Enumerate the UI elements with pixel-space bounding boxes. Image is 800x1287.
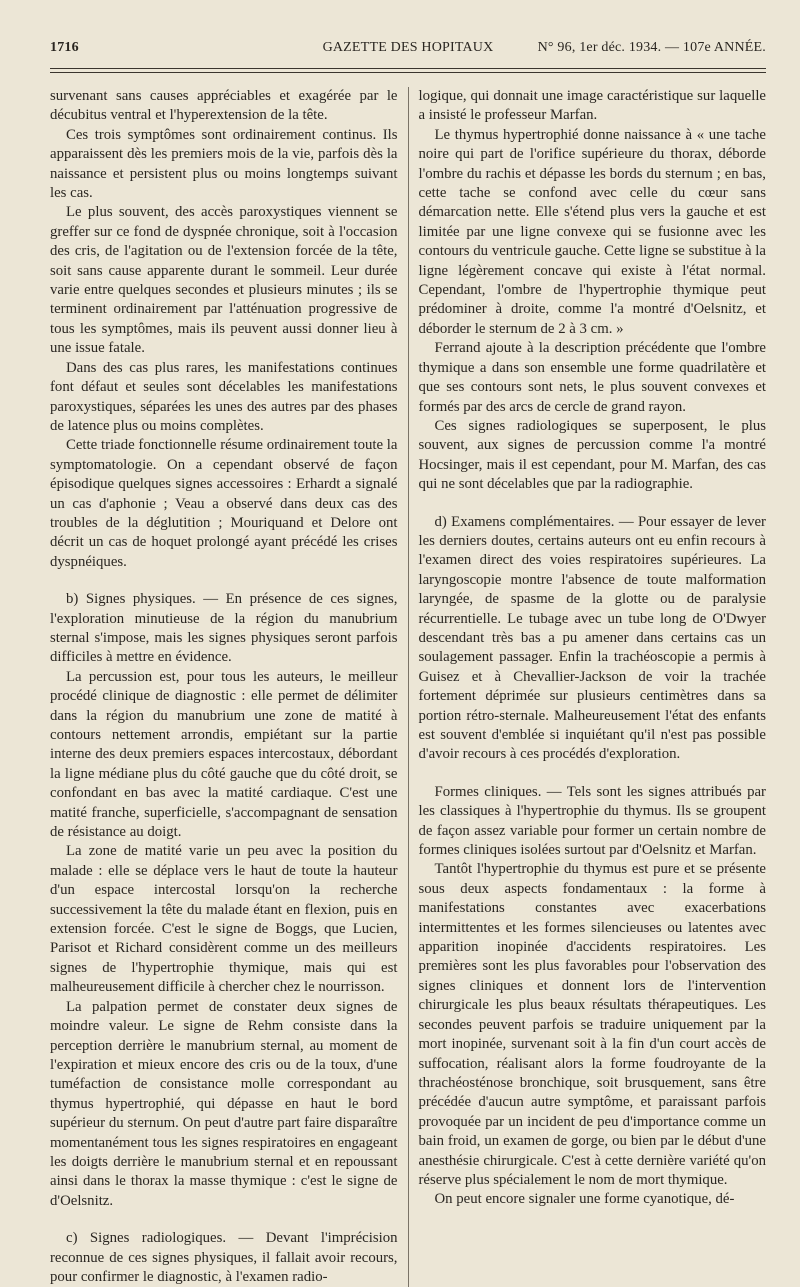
paragraph: b) Signes physiques. — En présence de ces signes, l'exploration minutieuse de la région du manubrium sternal s'impose, mais les signes physiques seront parfois difficiles à mettre en évidence. [50, 591, 398, 666]
page-number: 1716 [50, 40, 79, 55]
paragraph: La palpation permet de constater deux signes de moindre valeur. Le signe de Rehm consiste dans la perception derrière le manubrium sternal, au moment de l'expiration et mieux encore des cris ou de la toux, d'une tuméfaction de consistance molle correspondant au thymus hypertrophié, qui dépasse en haut le bord supérieur du sternum. On peut d'autre part faire disparaître momentanément tous les signes respiratoires en engageant les doigts derrière le manubrium sternal et en repoussant ainsi dans le thorax la masse thymique : c'est le signe de d'Oelsnitz. [50, 998, 398, 1209]
paragraph: Cette triade fonctionnelle résume ordinairement toute la symptomatologie. On a cependant observé de façon épisodique quelques signes accessoires : Erhardt a signalé un cas d'aphonie ; Veau a observé dans deux cas des troubles de la déglutition ; Mouriquand et Delore ont décrit un cas de hoquet prolongé ayant précédé les crises dyspnéiques. [50, 437, 398, 570]
paragraph: Dans des cas plus rares, les manifestations continues font défaut et seules sont décelables les manifestations paroxystiques, séparées les unes des autres par des phases de latence plus ou moins complètes. [50, 359, 398, 434]
paragraph: Le plus souvent, des accès paroxystiques viennent se greffer sur ce fond de dyspnée chronique, soit à l'occasion des cris, de l'agitation ou de l'extension forcée de la tête, soit sans cause apparente durant le sommeil. Leur durée varie entre quelques secondes et plusieurs minutes ; ils se terminent ordinairement par l'atténuation progressive de tous les symptômes, mais ils peuvent aussi donner lieu à une issue fatale. [50, 204, 398, 357]
paragraph: La percussion est, pour tous les auteurs, le meilleur procédé clinique de diagnostic : elle permet de délimiter dans la région du manubrium une zone de matité à contours nettement arrondis, empiétant sur la partie interne des deux premiers espaces intercostaux, débordant la ligne médiane plus du côté gauche que du côté droit, se confondant en bas avec la matité cardiaque. C'est une matité franche, superficielle, s'accompagnant de sensation de résistance au doigt. [50, 668, 398, 841]
paragraph: c) Signes radiologiques. — Devant l'imprécision reconnue de ces signes physiques, il fallait avoir recours, pour confirmer le diagnostic, à l'examen radio- [50, 1230, 398, 1285]
paragraph: logique, qui donnait une image caractéristique sur laquelle a insisté le professeur Marfan. [418, 88, 766, 124]
journal-title: GAZETTE DES HOPITAUX [322, 40, 494, 55]
paragraph: Ces trois symptômes sont ordinairement continus. Ils apparaissent dès les premiers mois de la vie, parfois dès la naissance et persistent plus ou moins longtemps suivant les cas. [50, 126, 398, 202]
right-column [408, 87, 767, 1287]
paragraph: Ces signes radiologiques se superposent, le plus souvent, aux signes de percussion comme l'a montré Hocsinger, mais il est cependant, pour M. Marfan, des cas qui ne sont décelables que par la radiographie. [418, 417, 766, 493]
paragraph: On peut encore signaler une forme cyanotique, dé- [434, 1191, 735, 1208]
issue-info: N° 96, 1er déc. 1934. — 107e ANNÉE. [537, 40, 766, 55]
paragraph: d) Examens complémentaires. — Pour essayer de lever les derniers doutes, certains auteurs ont eu enfin recours à l'examen direct des voies respiratoires supérieures. La laryngoscopie montre l'absence de toute malformation laryngée, de spasme de la glotte ou de paralysie récurrentielle. Le tubage avec un tube long de O'Dwyer descendant très bas a pu amener dans certains cas un soulagement passager. Enfin la trachéoscopie a permis à Guisez et à Chevallier-Jackson de voir la trachée fortement déprimée sur plusieurs centimètres dans sa portion rétro-sternale. Malheureusement l'état des enfants est souvent d'emblée si inquiétant qu'il n'est pas possible d'avoir recours à ces procédés d'exploration. [418, 513, 766, 763]
paragraph: Tantôt l'hypertrophie du thymus est pure et se présente sous deux aspects fondamentaux : la forme à manifestations constantes avec exacerbations intermittentes et les formes silencieuses ou latentes avec apparition inopinée d'accidents respiratoires. Les premières sont les plus favorables pour l'observation des signes cliniques et donnent lors de l'intervention chirurgicale les plus beaux résultats thérapeutiques. Les secondes peuvent parfois se traduire uniquement par la mort inopinée, survenant soit à la fin d'un court accès de suffocation, réalisant alors la forme foudroyante de la thrachéosténose bronchique, soit brusquement, sans être précédée d'aucun autre symptôme, et paraissant parfois provoquée par un incident de peu d'importance comme un bain froid, un examen de gorge, ou bien par le début d'une anesthésie chirurgicale. C'est à cette dernière variété qu'on réserve plus spécialement le nom de mort thymique. [418, 861, 766, 1188]
paragraph: Ferrand ajoute à la description précédente que l'ombre thymique a dans son ensemble une forme quadrilatère et que ses contours sont nets, le plus souvent convexes et formés par des arcs de cercle de grand rayon. [418, 340, 766, 415]
left-column [50, 87, 408, 1287]
text-columns [50, 87, 766, 1287]
page-header [50, 36, 766, 66]
paragraph: Formes cliniques. — Tels sont les signes attribués par les classiques à l'hypertrophie du thymus. Ils se groupent de façon assez variable pour former un certain nombre de formes cliniques isolées surtout par d'Oelsnitz et Marfan. [418, 783, 766, 859]
header-rule [50, 68, 766, 69]
paragraph: survenant sans causes appréciables et exagérée par le décubitus ventral et l'hyperextension de la tête. [50, 88, 398, 124]
paragraph: La zone de matité varie un peu avec la position du malade : elle se déplace vers le haut de toute la hauteur d'un espace intercostal lorsqu'on la recherche successivement la tête du malade étant en flexion, puis en extension forcée. C'est le signe de Boggs, que Lucien, Parisot et Richard considèrent comme un des meilleurs signes de l'hypertrophie thymique, mais qui est malheureusement difficile à chercher chez le nourrisson. [50, 843, 398, 996]
header-rule-thin [50, 72, 766, 73]
paragraph: Le thymus hypertrophié donne naissance à « une tache noire qui part de l'orifice supérieure du thorax, déborde l'ombre du rachis et dépasse les bords du sternum ; en bas, cette tache se confond avec celle du cœur sans démarcation nette. Elle s'étend plus vers la gauche et est limitée par une ligne convexe qui se fusionne avec les contours du ventricule gauche. Cette ligne se substitue à la ligne légèrement concave qui existe à l'état normal. Cependant, l'ombre de l'hypertrophie thymique peut prédominer à droite, comme l'a montré d'Oelsnitz, et déborder le sternum de 2 à 3 cm. » [418, 126, 766, 337]
